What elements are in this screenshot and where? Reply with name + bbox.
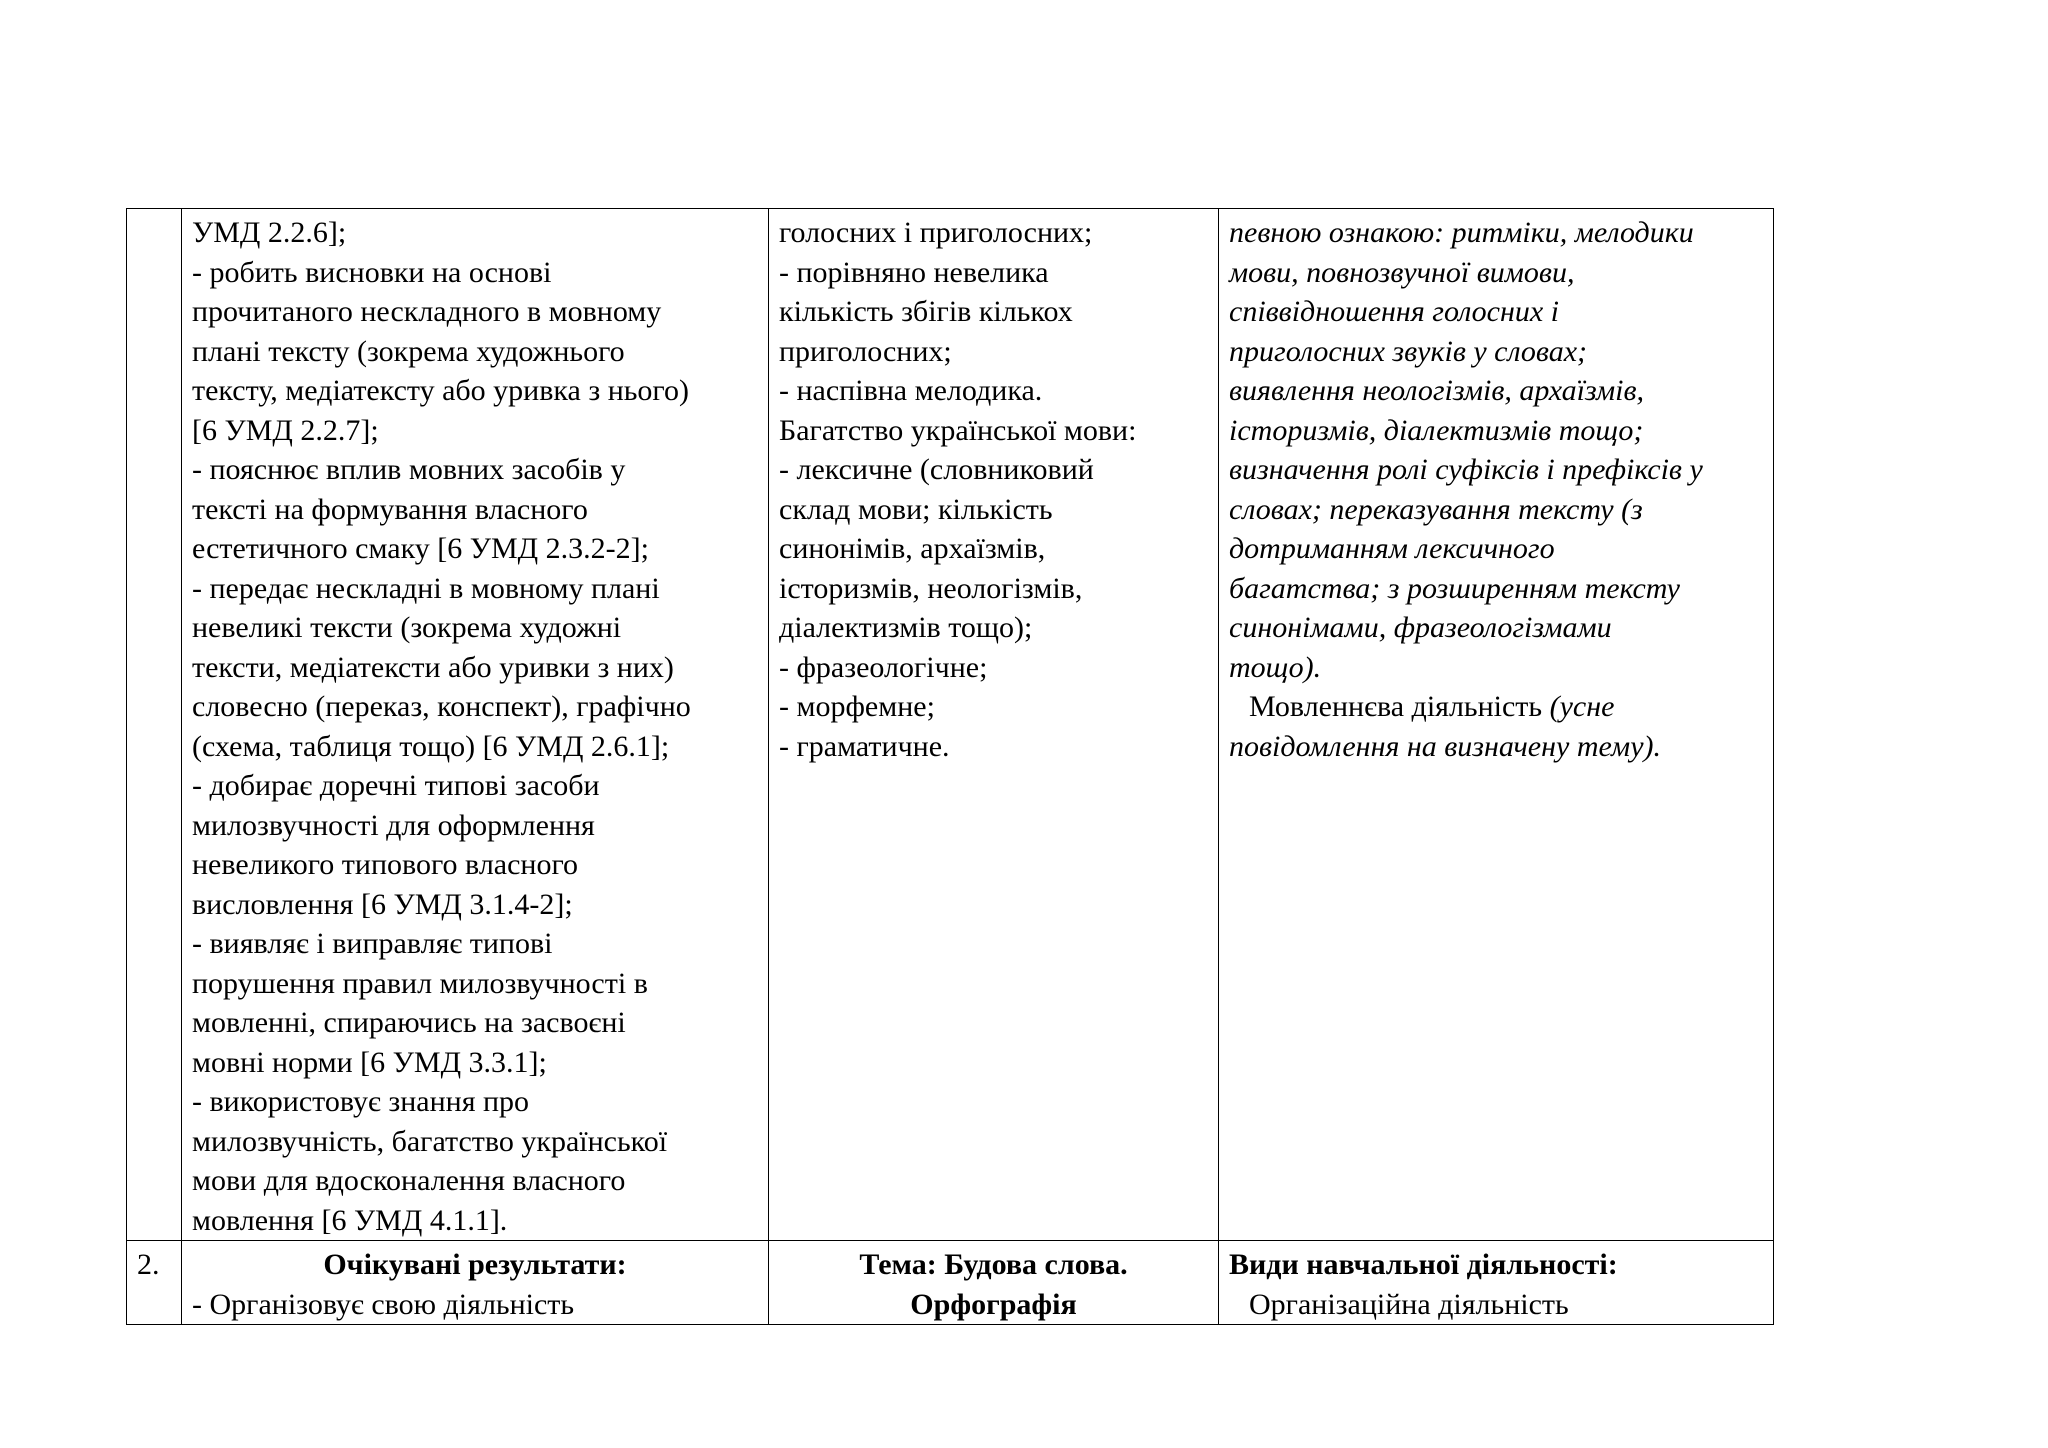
content-line: - порівняно невелика: [779, 255, 1049, 289]
topic-subtitle: Орфографія: [910, 1287, 1077, 1321]
activities-line: визначення ролі суфіксів і префіксів у: [1229, 453, 1703, 486]
content-line: голосних і приголосних;: [779, 216, 1093, 249]
activities-line: Організаційна діяльність: [1249, 1287, 1569, 1321]
expected-results-line: - виявляє і виправляє типові: [192, 927, 553, 960]
activities-line: багатства; з розширенням тексту: [1229, 571, 1680, 605]
speech-activity-note: (усне: [1549, 690, 1615, 723]
activities-line: співвідношення голосних і: [1229, 295, 1560, 328]
activities-cell: [1219, 209, 1774, 1241]
topic-cell: [769, 1241, 1219, 1325]
content-line: кількість збігів кількох: [779, 295, 1073, 328]
activities-line: словах; переказування тексту (з: [1229, 492, 1643, 526]
content-cell: [769, 209, 1219, 1241]
curriculum-table: [126, 208, 1774, 1325]
expected-results-line: - добирає доречні типові засоби: [192, 769, 600, 802]
expected-results-line: тексті на формування власного: [192, 492, 588, 526]
content-line: приголосних;: [779, 334, 952, 368]
expected-results-line: - передає нескладні в мовному плані: [192, 571, 660, 605]
expected-results-line: невеликого типового власного: [192, 848, 579, 881]
expected-results-line: [6 УМД 2.2.7];: [192, 413, 379, 447]
expected-results-line: - робить висновки на основі: [192, 255, 552, 289]
expected-results-line: милозвучності для оформлення: [192, 808, 595, 842]
expected-results-line: УМД 2.2.6];: [192, 216, 347, 249]
activities-line: синонімами, фразеологізмами: [1229, 611, 1612, 644]
activities-line: виявлення неологізмів, архаїзмів,: [1229, 374, 1644, 407]
activities-cell: [1219, 1241, 1774, 1325]
expected-results-line: мови для вдосконалення власного: [192, 1164, 626, 1197]
expected-results-line: - пояснює вплив мовних засобів у: [192, 453, 626, 486]
row-number-cell: [127, 209, 182, 1241]
row-number-cell: 2.: [127, 1241, 182, 1325]
expected-results-line: мовлення [6 УМД 4.1.1].: [192, 1203, 508, 1237]
content-line: синонімів, архаїзмів,: [779, 532, 1046, 565]
activities-line: приголосних звуків у словах;: [1229, 334, 1588, 368]
content-line: - морфемне;: [779, 690, 935, 723]
content-line: - граматичне.: [779, 729, 950, 763]
expected-results-line: порушення правил милозвучності в: [192, 966, 648, 1000]
content-line: - лексичне (словниковий: [779, 453, 1094, 486]
expected-results-line: мовленні, спираючись на засвоєні: [192, 1006, 626, 1039]
speech-activity-note-continued: повідомлення на визначену тему).: [1229, 729, 1661, 763]
expected-results-line: словесно (переказ, конспект), графічно: [192, 690, 691, 723]
expected-results-line: - Організовує свою діяльність: [192, 1287, 575, 1321]
content-line: Багатство української мови:: [779, 413, 1137, 447]
expected-results-line: прочитаного нескладного в мовному: [192, 295, 662, 328]
speech-activity-line: [1229, 687, 1763, 727]
content-line: - наспівна мелодика.: [779, 374, 1043, 407]
expected-results-cell: [182, 1241, 769, 1325]
table-row: [127, 209, 1774, 1241]
speech-activity-label: Мовленнєва діяльність: [1249, 690, 1543, 723]
expected-results-line: мовні норми [6 УМД 3.3.1];: [192, 1045, 547, 1079]
expected-results-line: невеликі тексти (зокрема художні: [192, 611, 622, 644]
activities-line: тощо).: [1229, 650, 1322, 684]
expected-results-list: [192, 213, 758, 1240]
expected-results-line: милозвучність, багатство української: [192, 1124, 668, 1158]
expected-results-cell: [182, 209, 769, 1241]
activities-line: певною ознакою: ритміки, мелодики: [1229, 216, 1694, 249]
expected-results-line: висловлення [6 УМД 3.1.4-2];: [192, 887, 573, 921]
topic-title: Тема: Будова слова.: [859, 1248, 1128, 1281]
table-row: [127, 1241, 1774, 1325]
expected-results-line: плані тексту (зокрема художнього: [192, 334, 625, 368]
activities-line: дотриманням лексичного: [1229, 532, 1555, 565]
content-line: склад мови; кількість: [779, 492, 1053, 526]
activities-heading: Види навчальної діяльності:: [1229, 1248, 1618, 1281]
expected-results-line: тексту, медіатексту або уривка з нього): [192, 374, 689, 407]
expected-results-heading: Очікувані результати:: [323, 1248, 627, 1281]
activities-line: історизмів, діалектизмів тощо;: [1229, 413, 1644, 447]
content-list: [779, 213, 1208, 766]
activities-list: [1229, 213, 1763, 687]
expected-results-line: - використовує знання про: [192, 1085, 530, 1118]
expected-results-line: тексти, медіатексти або уривки з них): [192, 650, 674, 684]
expected-results-line: естетичного смаку [6 УМД 2.3.2-2];: [192, 532, 649, 565]
activities-line: мови, повнозвучної вимови,: [1229, 255, 1575, 289]
content-line: історизмів, неологізмів,: [779, 571, 1083, 605]
expected-results-line: (схема, таблиця тощо) [6 УМД 2.6.1];: [192, 729, 670, 763]
content-line: діалектизмів тощо);: [779, 611, 1033, 644]
content-line: - фразеологічне;: [779, 650, 988, 684]
